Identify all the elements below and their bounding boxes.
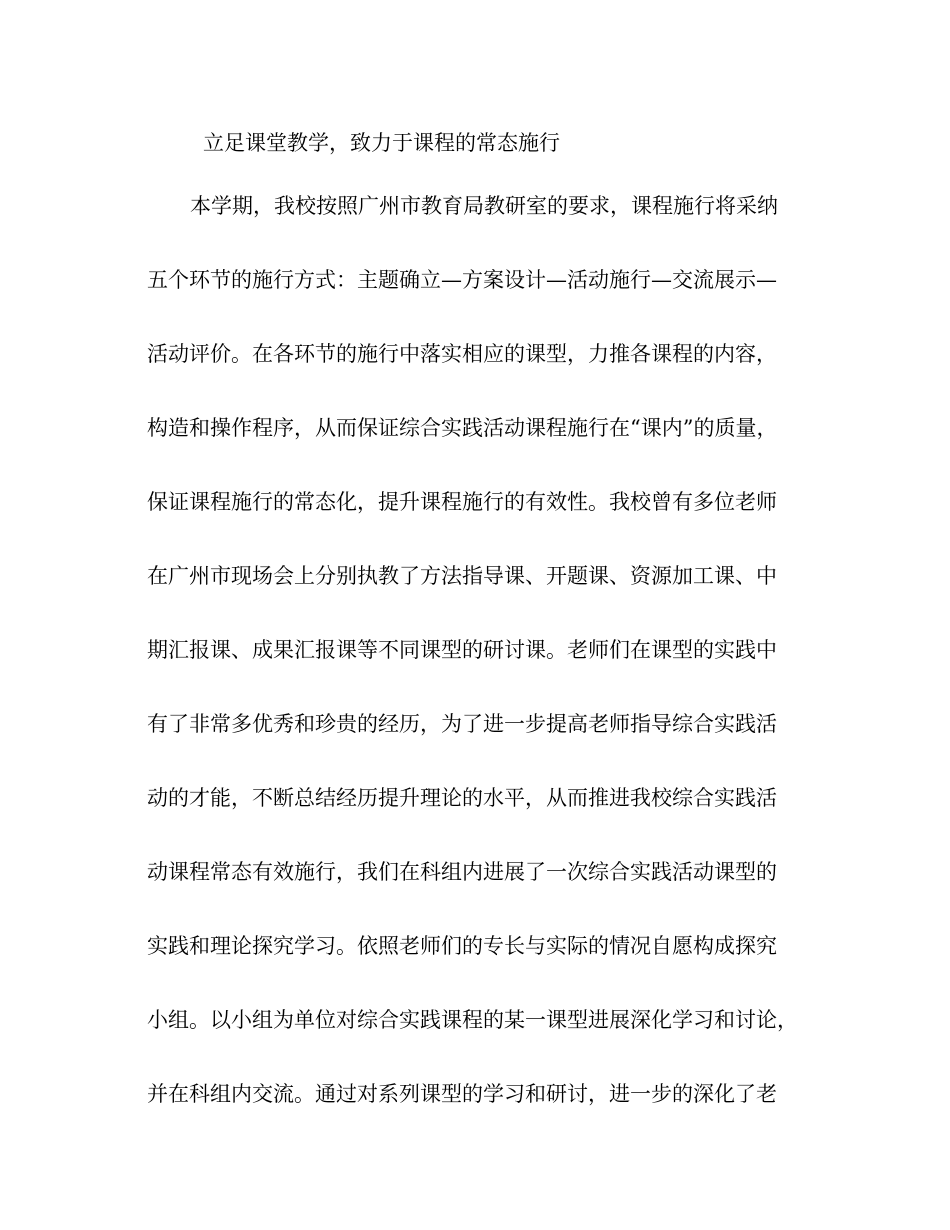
paragraph-line: 在广州市现场会上分别执教了方法指导课、开题课、资源加工课、中 — [147, 564, 777, 588]
paragraph-line: 小组。以小组为单位对综合实践课程的某一课型进展深化学习和讨论， — [147, 1008, 798, 1032]
document-title: 立足课堂教学，致力于课程的常态施行 — [203, 131, 560, 155]
paragraph-line: 保证课程施行的常态化，提升课程施行的有效性。我校曾有多位老师 — [147, 490, 777, 514]
paragraph-line: 动的才能，不断总结经历提升理论的水平，从而推进我校综合实践活 — [147, 786, 777, 810]
paragraph-line: 并在科组内交流。通过对系列课型的学习和研讨，进一步的深化了老 — [147, 1082, 777, 1106]
paragraph-line: 期汇报课、成果汇报课等不同课型的研讨课。老师们在课型的实践中 — [147, 638, 777, 662]
paragraph-line: 动课程常态有效施行，我们在科组内进展了一次综合实践活动课型的 — [147, 860, 777, 884]
paragraph-line: 本学期，我校按照广州市教育局教研室的要求，课程施行将采纳 — [190, 194, 778, 218]
paragraph-line: 有了非常多优秀和珍贵的经历，为了进一步提高老师指导综合实践活 — [147, 712, 777, 736]
paragraph-line: 构造和操作程序，从而保证综合实践活动课程施行在“课内”的质量， — [147, 416, 778, 440]
paragraph-line: 实践和理论探究学习。依照老师们的专长与实际的情况自愿构成探究 — [147, 934, 777, 958]
paragraph-line: 五个环节的施行方式：主题确立—方案设计—活动施行—交流展示— — [147, 268, 777, 292]
paragraph-line: 活动评价。在各环节的施行中落实相应的课型，力推各课程的内容， — [147, 342, 777, 366]
